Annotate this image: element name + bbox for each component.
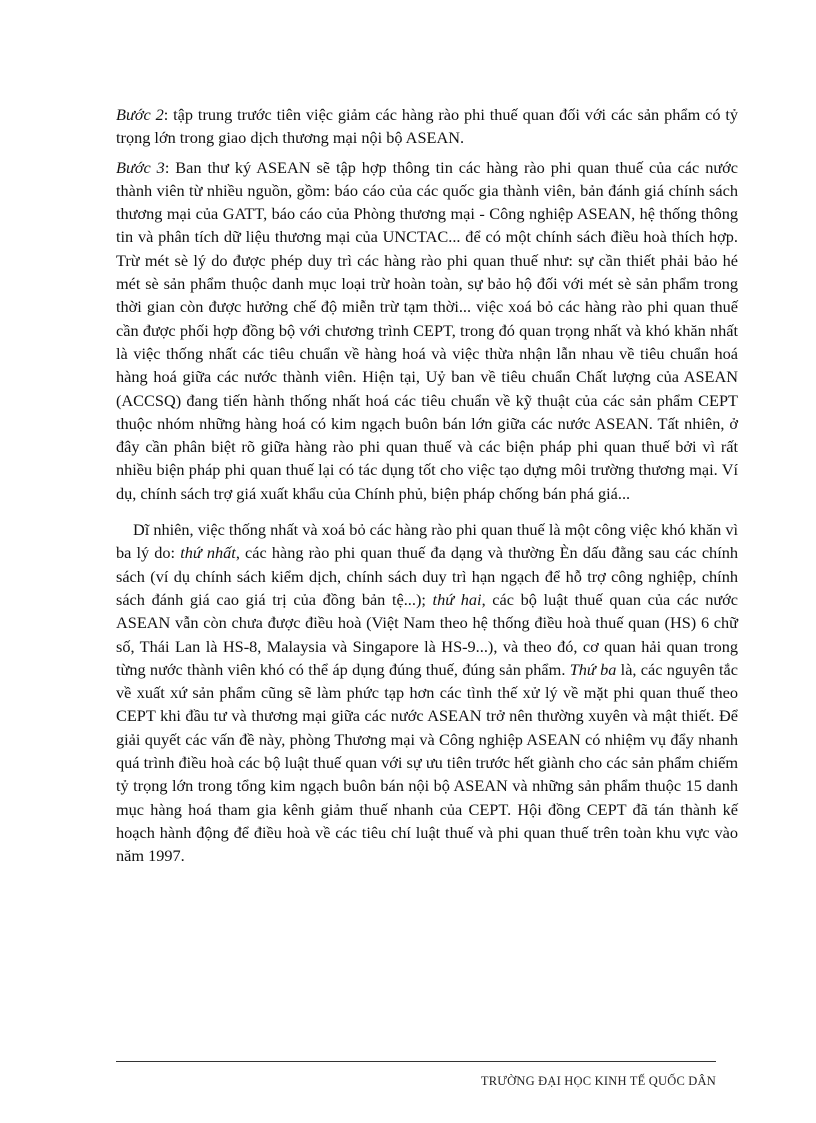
paragraph-step-3 (116, 156, 738, 505)
step-3-label: Bước 3 (116, 157, 165, 177)
difficulties-text-4: là, các nguyên tắc về xuất xứ sản phẩm cũng sẽ làm phức tạp hơn các tình thế xử lý về mặt phi quan thuế theo CEPT khi đầu tư và thương mại giữa các nước ASEAN trở nên thường xuyên và mật thiết. Để giải quyết các vấn đề này, phòng Thương mại và Công nghiệp ASEAN có nhiệm vụ đẩy nhanh quá trình điều hoà các bộ luật thuế quan với sự ưu tiên trước hết giành cho các sản phẩm chiếm tỷ trọng lớn trong tổng kim ngạch buôn bán nội bộ ASEAN và những sản phẩm thuộc 15 danh mục hàng hoá tham gia kênh giảm thuế nhanh của CEPT. Hội đồng CEPT đã tán thành kế hoạch hành động để điều hoà về các tiêu chí luật thuế và phi quan thuế trên toàn khu vực vào năm 1997. (116, 659, 739, 866)
first-reason-label: thứ nhất (180, 543, 236, 563)
third-reason-label: Thứ ba (569, 659, 617, 679)
footer-institution: TRƯỜNG ĐẠI HỌC KINH TẾ QUỐC DÂN (480, 1074, 716, 1088)
second-reason-label: thứ hai (432, 589, 482, 609)
difficulties-text-2: , các hàng rào phi quan thuế đa dạng và thường Èn dấu đằng sau các chính sách (ví dụ chính sách kiểm dịch, chính sách duy trì hạn ngạch để hỗ trợ công nghiệp, chính sách đánh giá cao giá trị của đồng bản tệ...); (116, 543, 739, 609)
paragraph-step-2 (116, 103, 738, 150)
difficulties-text-3: , các bộ luật thuế quan của các nước ASEAN vẫn còn chưa được điều hoà (Việt Nam theo hệ thống điều hoà thuế quan (HS) 6 chữ số, Thái Lan là HS-8, Malaysia và Singapore là HS-9...), và theo đó, cơ quan hải quan trong từng nước thành viên khó có thể áp dụng đúng thuế, đúng sản phẩm. (116, 589, 739, 679)
difficulties-text-1: Dĩ nhiên, việc thống nhất và xoá bỏ các hàng rào phi quan thuế là một công việc khó khăn vì ba lý do: (116, 520, 738, 563)
footer-divider (116, 1061, 716, 1062)
step-3-text: : Ban thư ký ASEAN sẽ tập hợp thông tin các hàng rào phi quan thuế của các nước thành viên từ nhiều nguồn, gồm: báo cáo của các quốc gia thành viên, bản đánh giá chính sách thương mại của GATT, báo cáo của Phòng thương mại - Công nghiệp ASEAN, hệ thống thông tin và phân tích dữ liệu thương mại của UNCTAC... để có một chính sách điều hoà thích hợp. Trừ mét sè lý do được phép duy trì các hàng rào phi quan thuế như: sự cần thiết phải bảo hé mét sè sản phẩm thuộc danh mục loại trừ hoàn toàn, sự bảo hộ đối với mét sè sản phẩm trong thời gian còn được hưởng chế độ miễn trừ tạm thời... việc xoá bỏ các hàng rào phi quan thuế cần được phối hợp đồng bộ với chương trình CEPT, trong đó quan trọng nhất và khó khăn nhất là việc thống nhất các tiêu chuẩn về hàng hoá và việc thừa nhận lẫn nhau về tiêu chuẩn hoá hàng hoá giữa các nước thành viên. Hiện tại, Uỷ ban về tiêu chuẩn Chất lượng của ASEAN (ACCSQ) đang tiến hành thống nhất hoá các tiêu chuẩn về kỹ thuật của các sản phẩm CEPT thuộc nhóm những hàng hoá có kim ngạch buôn bán lớn giữa các nước ASEAN. Tất nhiên, ở đây cần phân biệt rõ giữa hàng rào phi quan thuế và các biện pháp phi quan thuế bởi vì rất nhiều biện pháp phi quan thuế lại có tác dụng tốt cho việc tạo dựng môi trường thương mại. Ví dụ, chính sách trợ giá xuất khẩu của Chính phủ, biện pháp chống bán phá giá... (116, 157, 738, 503)
step-2-text: : tập trung trước tiên việc giảm các hàng rào phi thuế quan đối với các sản phẩm có tỷ trọng lớn trong giao dịch thương mại nội bộ ASEAN. (116, 105, 739, 148)
paragraph-difficulties (116, 518, 738, 867)
step-2-label: Bước 2 (116, 105, 164, 124)
document-body (116, 103, 738, 874)
